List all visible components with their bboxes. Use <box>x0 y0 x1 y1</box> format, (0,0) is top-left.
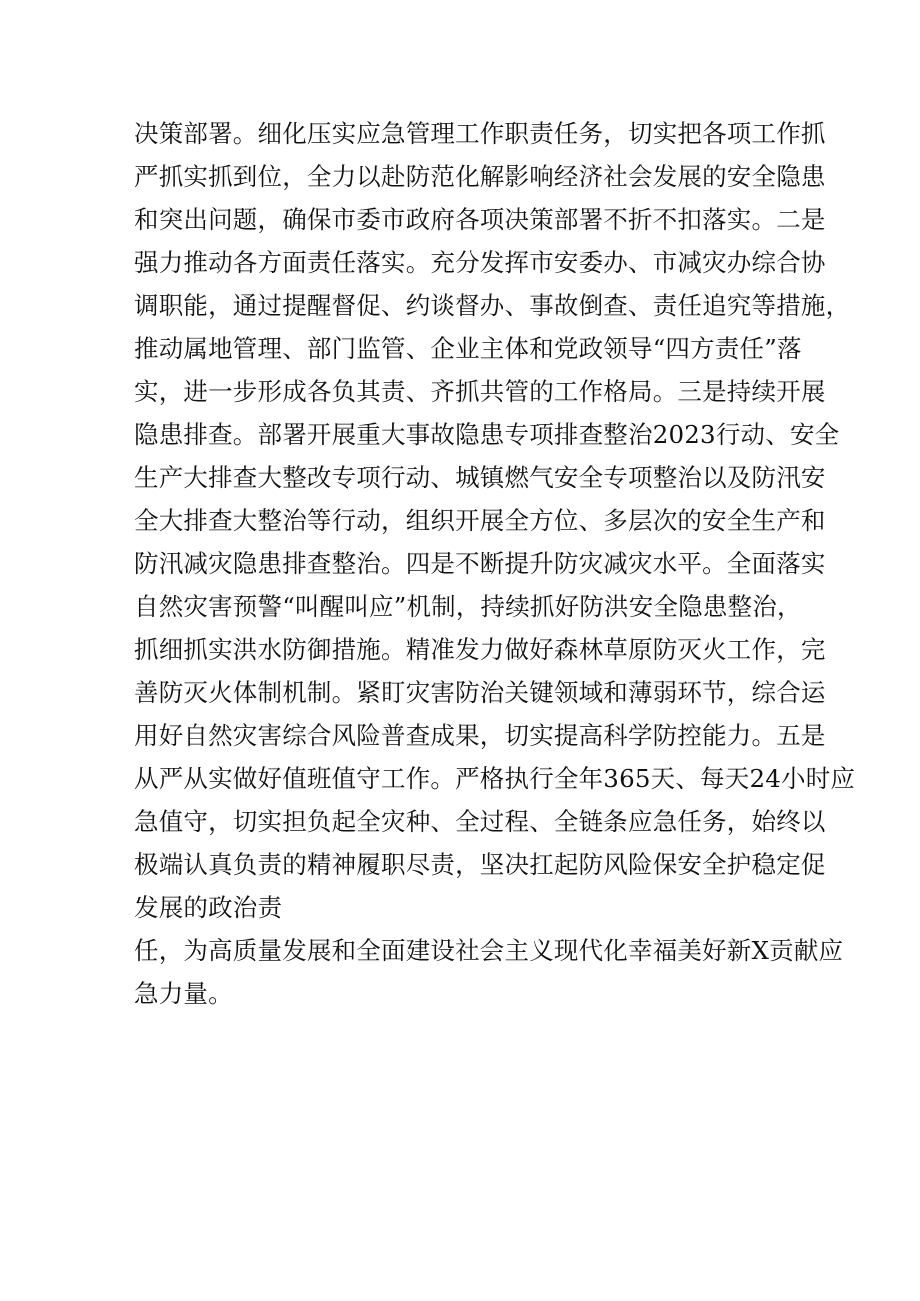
text-line-2: 严抓实抓到位，全力以赴防范化解影响经济社会发展的安全隐患 <box>134 162 826 191</box>
text-line-12: 自然灾害预警“叫醒叫应”机制，持续抓好防洪安全隐患整治， <box>134 592 802 621</box>
text-line-21: 急力量。 <box>134 979 233 1008</box>
text-line-14: 善防灭火体制机制。紧盯灾害防治关键领域和薄弱环节，综合运 <box>134 678 826 707</box>
text-line-4: 强力推动各方面责任落实。充分发挥市安委办、市减灾办综合协 <box>134 248 826 277</box>
text-line-13: 抓细抓实洪水防御措施。精准发力做好森林草原防灭火工作，完 <box>134 635 826 664</box>
text-line-8: 隐患排查。部署开展重大事故隐患专项排查整治2023行动、安全 <box>134 420 840 449</box>
text-line-15: 用好自然灾害综合风险普查成果，切实提高科学防控能力。五是 <box>134 721 826 750</box>
text-line-18: 极端认真负责的精神履职尽责，坚决扛起防风险保安全护稳定促 <box>134 850 826 879</box>
text-line-20: 任，为高质量发展和全面建设社会主义现代化幸福美好新X贡献应 <box>134 936 844 965</box>
text-line-17: 急值守，切实担负起全灾种、全过程、全链条应急任务，始终以 <box>134 807 826 836</box>
text-line-7: 实，进一步形成各负其责、齐抓共管的工作格局。三是持续开展 <box>134 377 826 406</box>
text-line-1: 决策部署。细化压实应急管理工作职责任务，切实把各项工作抓 <box>134 119 826 148</box>
body-paragraph <box>134 112 856 1015</box>
text-line-19: 发展的政治责 <box>134 893 283 922</box>
text-line-3: 和突出问题，确保市委市政府各项决策部署不折不扣落实。二是 <box>134 205 826 234</box>
text-line-9: 生产大排查大整改专项行动、城镇燃气安全专项整治以及防汛安 <box>134 463 826 492</box>
text-line-11: 防汛减灾隐患排查整治。四是不断提升防灾减灾水平。全面落实 <box>134 549 826 578</box>
text-line-6: 推动属地管理、部门监管、企业主体和党政领导“四方责任”落 <box>134 334 802 363</box>
text-line-16: 从严从实做好值班值守工作。严格执行全年365天、每天24小时应 <box>134 764 856 793</box>
text-line-10: 全大排查大整治等行动，组织开展全方位、多层次的安全生产和 <box>134 506 826 535</box>
text-line-5: 调职能，通过提醒督促、约谈督办、事故倒查、责任追究等措施， <box>134 291 851 320</box>
